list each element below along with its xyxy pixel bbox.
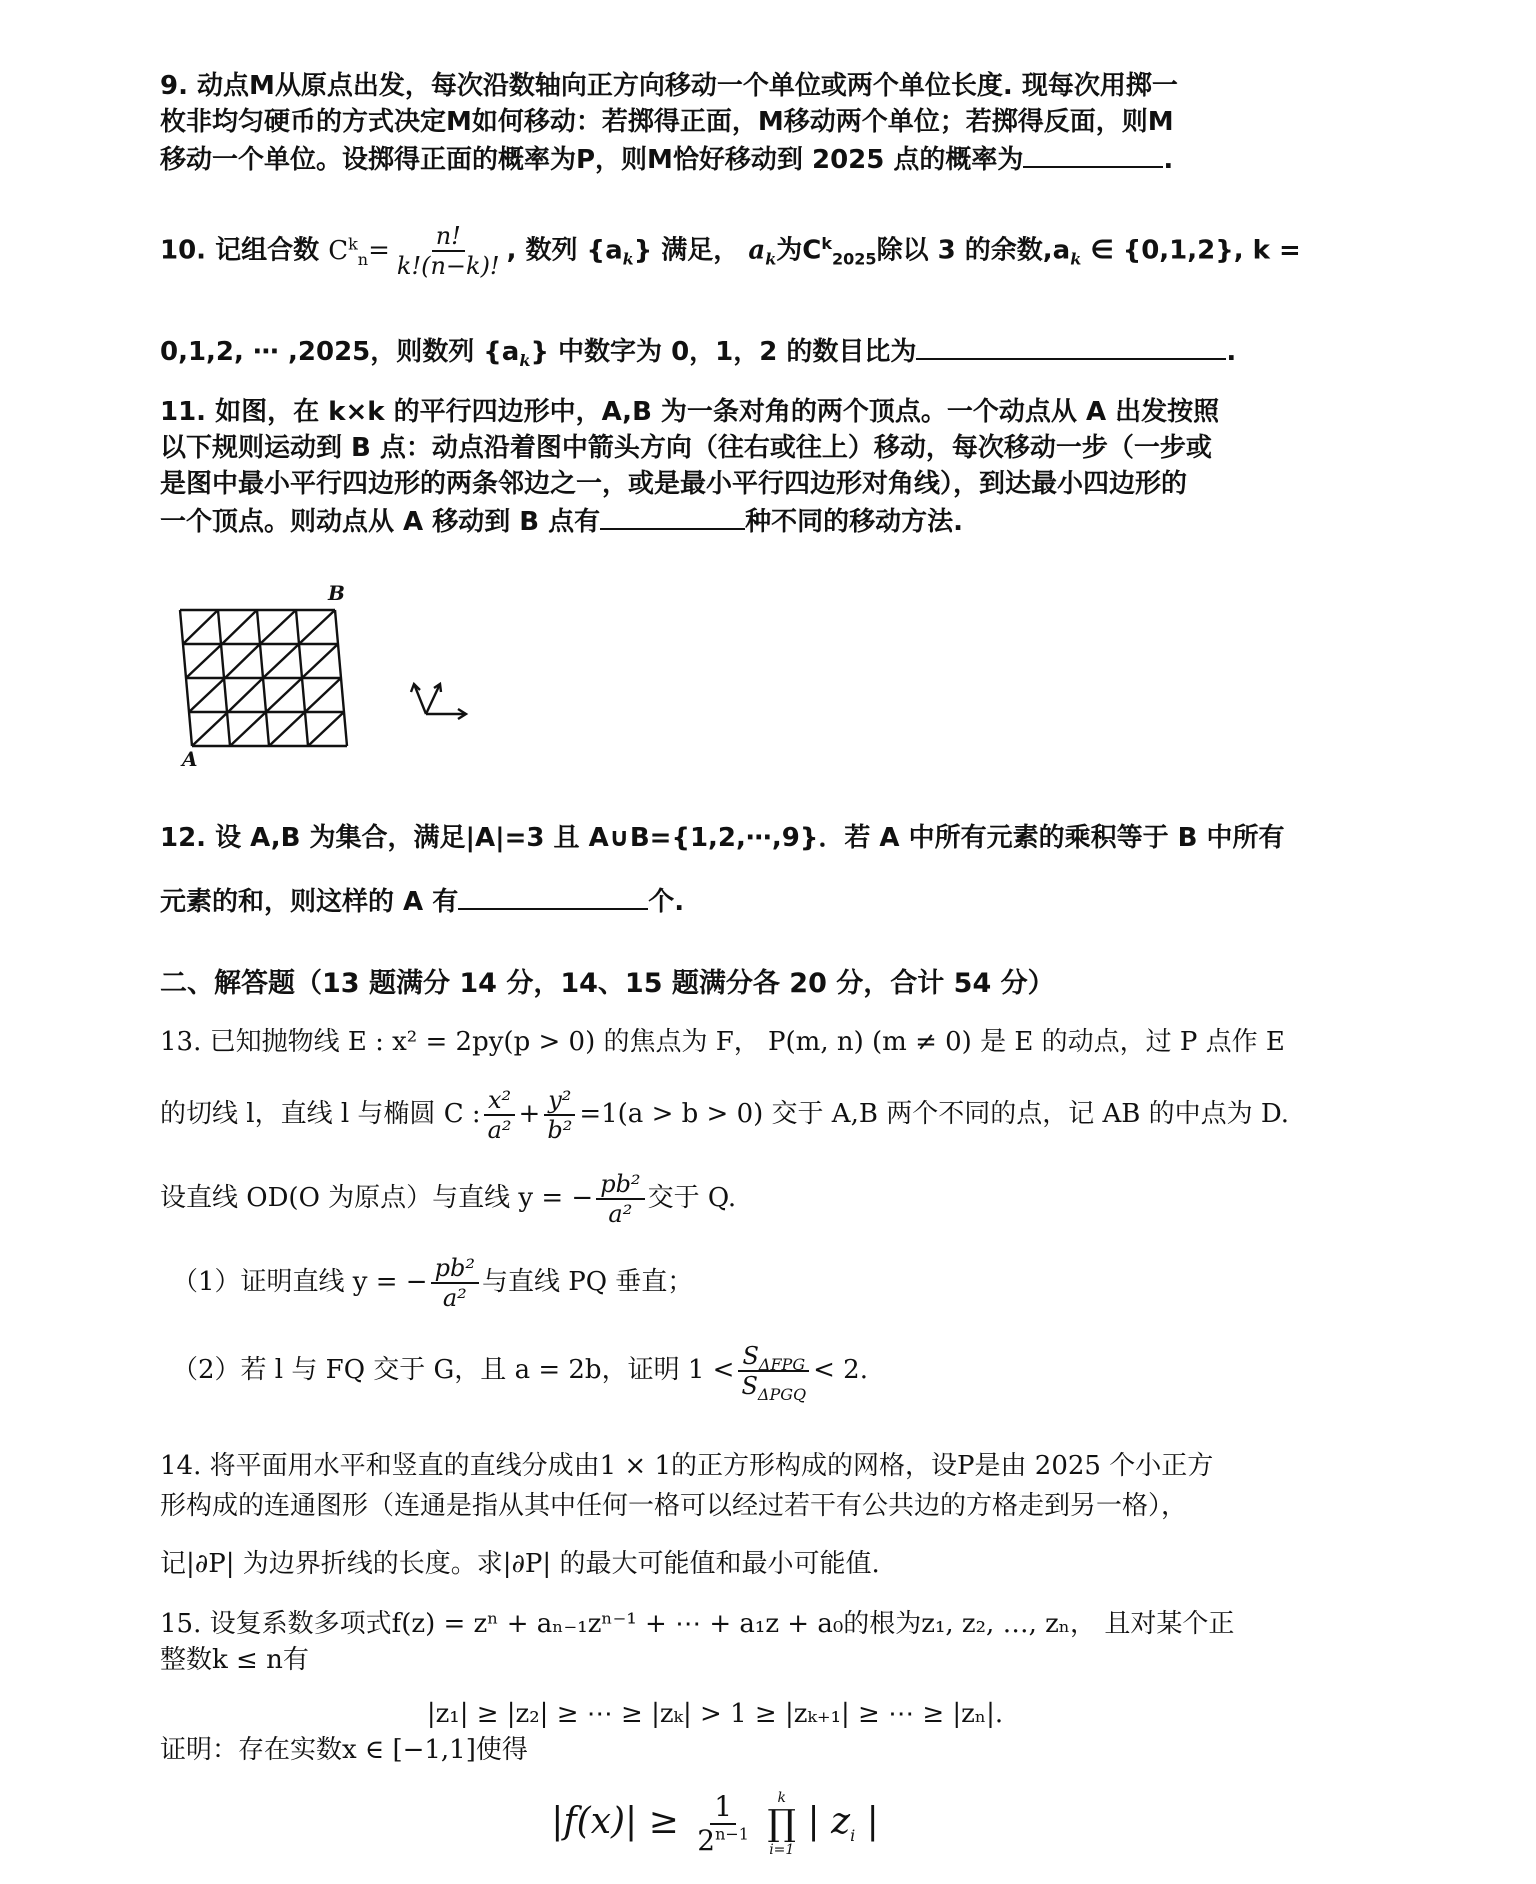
problem-12-line-1: 12. 设 A,B 为集合，满足|A|=3 且 A∪B={1,2,⋯,9}．若 A 中所有元素的乘积等于 B 中所有 (160, 823, 1285, 853)
problem-10-line-1 (160, 222, 1301, 280)
problem-9-line-2: 枚非均匀硬币的方式决定M如何移动：若掷得正面，M移动两个单位；若掷得反面，则M (160, 107, 1174, 137)
y-squared: y² (544, 1086, 575, 1116)
problem-11-line-3: 是图中最小平行四边形的两条邻边之一，或是最小平行四边形对角线），到达最小四边形的 (160, 469, 1188, 499)
answer-blank-9[interactable] (1023, 140, 1163, 168)
area-fpg: $S_{\Delta FPG}$ (738, 1342, 809, 1372)
formula-fraction-num: 1 (710, 1791, 736, 1825)
sub-k: k (622, 249, 634, 269)
problem-11-line-1: 11. 如图，在 k×k 的平行四边形中，A,B 为一条对角的两个顶点。一个动点从 A 出发按照 (160, 397, 1220, 427)
problem-15-line-2: 整数k ≤ n有 (160, 1645, 309, 1675)
sub-k-2: k (765, 249, 777, 269)
problem-9-line-3 (160, 140, 1270, 178)
parallelogram-grid-figure (170, 580, 490, 770)
a-squared: a² (487, 1116, 512, 1144)
problem-15 (160, 1606, 1270, 1768)
grid-lines (180, 610, 347, 746)
area-ratio-fraction (737, 1342, 810, 1404)
problem-11-line-2: 以下规则运动到 B 点：动点沿着图中箭头方向（往右或往上）移动，每次移动一步（一步或 (160, 433, 1212, 463)
problem-13-line-3-b: 交于 Q. (647, 1183, 737, 1213)
line-slope-fraction-2 (431, 1254, 479, 1312)
problem-10-text-b: , 数列 {a (506, 235, 623, 266)
answer-blank-11[interactable] (600, 502, 745, 530)
problem-9-line-1: 9. 动点M从原点出发，每次沿数轴向正方向移动一个单位或两个单位长度. 现每次用掷一 (160, 71, 1178, 101)
problem-15-line-1: 15. 设复系数多项式f(z) = zⁿ + aₙ₋₁zⁿ⁻¹ + ⋯ + a₁z + a₀的根为z₁, z₂, …, zₙ， 且对某个正 (160, 1609, 1235, 1639)
line-slope-fraction (596, 1170, 644, 1228)
ellipse-x-term (484, 1086, 516, 1144)
problem-10-text-e: 为C (776, 235, 822, 266)
formula-fraction (693, 1791, 753, 1857)
formula-fraction-den: $2^{n-1}$ (697, 1824, 749, 1857)
vertex-label-a: A (182, 747, 198, 770)
problem-12-line-2-b: 个. (648, 887, 685, 917)
problem-13-line-3-a: 设直线 OD(O 为原点）与直线 y = − (160, 1183, 594, 1213)
formula-display (551, 1790, 879, 1858)
problem-13-line-2 (160, 1086, 1290, 1144)
formula-rhs: | z (807, 1801, 851, 1842)
problem-13-part-2-b: < 2. (813, 1355, 868, 1385)
formula-numerator: n! (432, 222, 465, 252)
problem-10-line-2-end: . (1226, 337, 1237, 367)
problem-12-line-2 (160, 882, 1270, 920)
answer-blank-10[interactable] (916, 332, 1226, 360)
problem-13-line-3 (160, 1170, 1270, 1228)
problem-14-line-3: 记|∂P| 为边界折线的长度。求|∂P| 的最大可能值和最小可能值. (160, 1549, 880, 1579)
sub-2025: 2025 (832, 249, 877, 269)
problem-14-line-1: 14. 将平面用水平和竖直的直线分成由1 × 1的正方形构成的网格，设P是由 2025 个小正方 (160, 1451, 1214, 1481)
problem-11-line-4 (160, 502, 1270, 540)
problem-12 (160, 820, 1285, 920)
answer-blank-12[interactable] (458, 882, 648, 910)
problem-11-line-4-b: 种不同的移动方法. (745, 507, 964, 537)
product-operator (767, 1790, 796, 1858)
problem-15-formula (160, 1790, 1270, 1858)
problem-10-line-2-b: } 中数字为 0，1，2 的数目比为 (530, 337, 917, 367)
problem-12-line-2-a: 元素的和，则这样的 A 有 (160, 887, 459, 917)
sub-k-4: k (519, 351, 531, 371)
problem-11 (160, 394, 1270, 540)
problem-14-line-2: 形构成的连通图形（连通是指从其中任何一格可以经过若干有公共边的方格走到另一格）， (160, 1491, 1188, 1521)
pb-squared: pb² (596, 1170, 644, 1200)
problem-11-line-4-a: 一个顶点。则动点从 A 移动到 B 点有 (160, 507, 601, 537)
problem-9 (160, 68, 1270, 178)
problem-10-text-a: 10. 记组合数 (160, 235, 320, 266)
plus-sign: + (518, 1099, 541, 1129)
problem-9-line-3-end: . (1163, 145, 1174, 175)
problem-13-part-1-b: 与直线 PQ 垂直； (481, 1267, 694, 1297)
problem-13-line-1: 13. 已知抛物线 E : x² = 2py(p > 0) 的焦点为 F， P(m, n) (m ≠ 0) 是 E 的动点，过 P 点作 E (160, 1027, 1285, 1057)
problem-14 (160, 1448, 1270, 1582)
a-squared-3: a² (442, 1284, 467, 1312)
problem-10-text-c: } 满足， (633, 235, 740, 266)
formula-rhs-sub: i (850, 1826, 856, 1846)
section-heading-2: 二、解答题（13 题满分 14 分，14、15 题满分各 20 分，合计 54 分） (160, 968, 1055, 999)
formula-lhs: |f(x)| ≥ (551, 1801, 679, 1842)
problem-10-text-f: 除以 3 的余数,a (876, 235, 1071, 266)
a-squared-2: a² (608, 1200, 633, 1228)
problem-10-text-g: ∈ {0,1,2}, k = (1081, 235, 1301, 266)
vertex-label-b: B (328, 581, 345, 605)
product-symbol: ∏ (767, 1803, 797, 1844)
equals-sign: = (368, 235, 390, 266)
problem-10 (160, 222, 1301, 371)
problem-13-part-2 (160, 1342, 1270, 1404)
sub-k-3: k (1070, 249, 1082, 269)
problem-13-line-2-b: =1(a > b > 0) 交于 A,B 两个不同的点，记 AB 的中点为 D. (579, 1099, 1290, 1129)
formula-denominator: k!(n−k)! (396, 252, 500, 280)
problem-13-line-2-a: 的切线 l，直线 l 与椭圆 C : (160, 1099, 481, 1129)
problem-13 (160, 1024, 1290, 1404)
b-squared: b² (547, 1116, 573, 1144)
x-squared: x² (484, 1086, 515, 1116)
product-lower: i=1 (769, 1842, 795, 1858)
combination-formula (393, 222, 504, 280)
ellipse-y-term (543, 1086, 576, 1144)
problem-10-text-d: a (748, 235, 766, 266)
sup-k: k (821, 233, 833, 253)
problem-10-line-2 (160, 332, 1270, 370)
combination-symbol: $C^k_n$ (328, 233, 369, 269)
problem-13-part-1 (160, 1254, 1270, 1312)
problem-15-line-4: 证明：存在实数x ∈ [−1,1]使得 (160, 1735, 528, 1765)
problem-13-part-1-a: （1）证明直线 y = − (172, 1267, 428, 1297)
problem-15-inequality: |z₁| ≥ |z₂| ≥ ⋯ ≥ |zₖ| > 1 ≥ |zₖ₊₁| ≥ ⋯ ≥ |zₙ|. (426, 1699, 1004, 1729)
pb-squared-2: pb² (431, 1254, 479, 1284)
product-upper: k (777, 1790, 786, 1806)
problem-13-part-2-a: （2）若 l 与 FQ 交于 G，且 a = 2b，证明 1 < (172, 1355, 735, 1385)
problem-10-line-2-a: 0,1,2, ⋯ ,2025，则数列 {a (160, 337, 520, 367)
direction-arrows-icon (411, 684, 466, 719)
area-pgq: $S_{\Delta PGQ}$ (741, 1372, 807, 1404)
formula-rhs-end: | (855, 1801, 879, 1842)
problem-9-line-3-text: 移动一个单位。设掷得正面的概率为P，则M恰好移动到 2025 点的概率为 (160, 145, 1024, 175)
